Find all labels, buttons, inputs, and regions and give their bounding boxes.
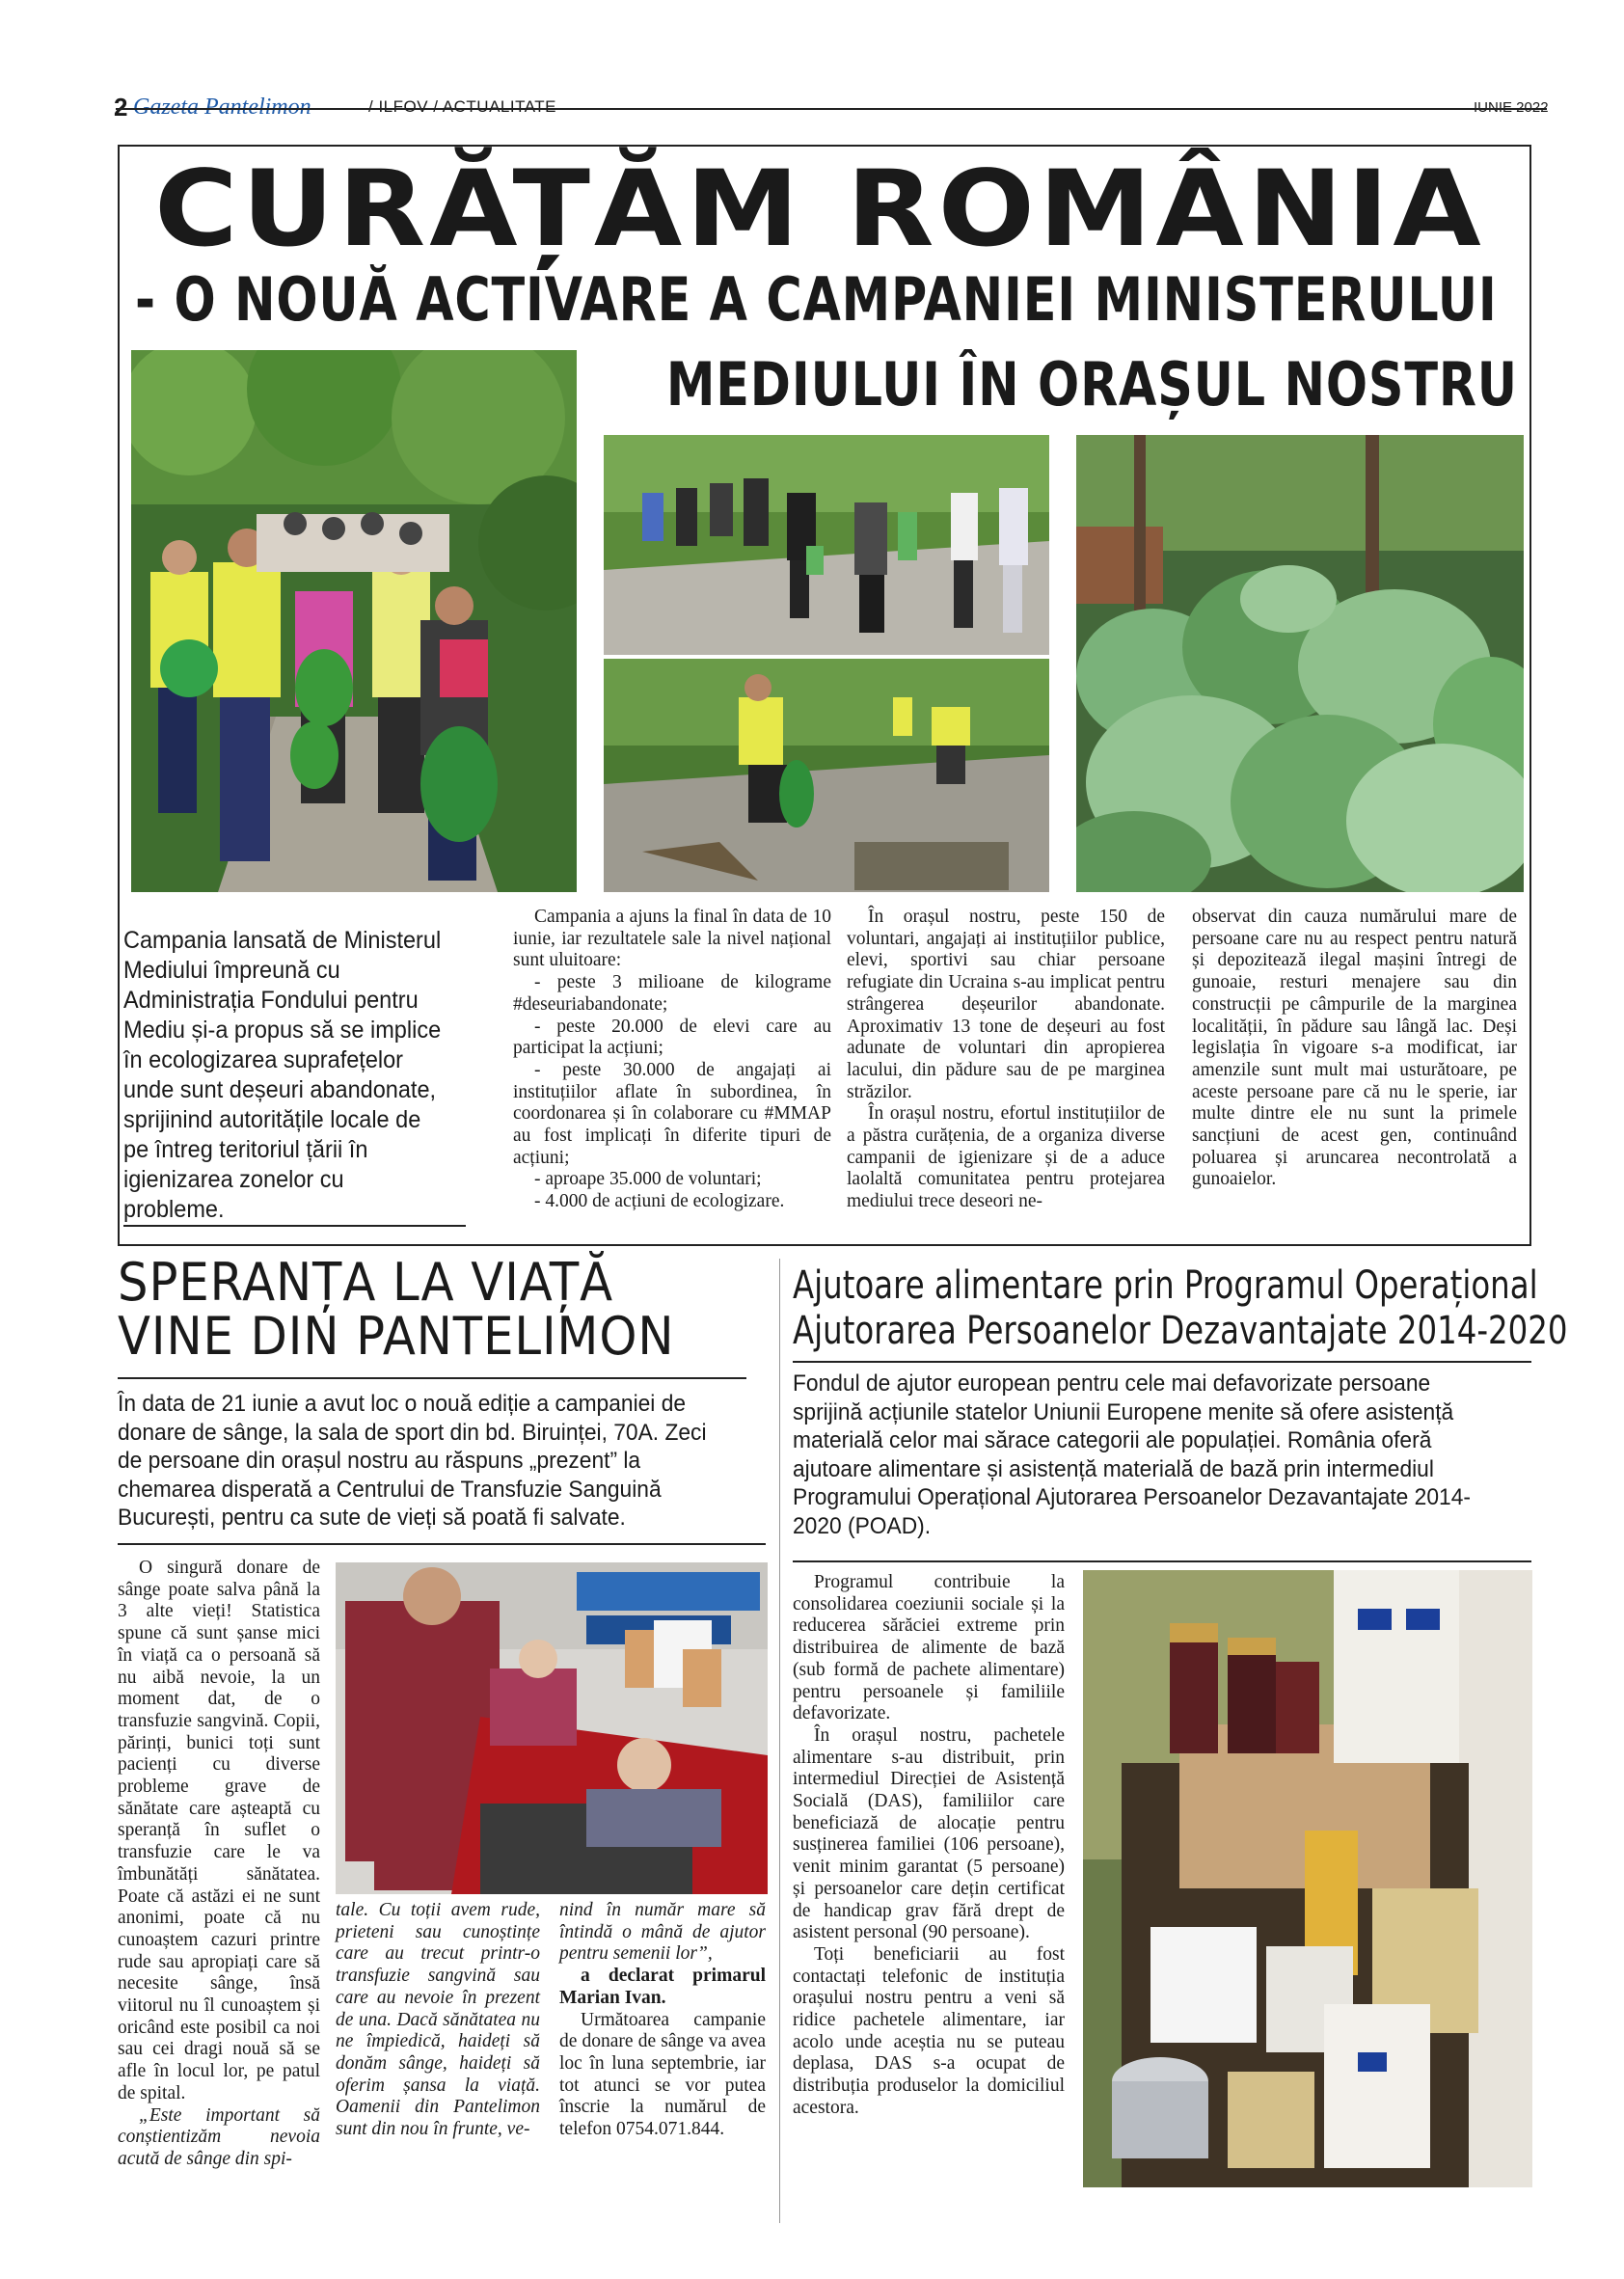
- quote-attribution: a declarat primarul Marian Ivan.: [559, 1966, 766, 2008]
- main-headline: CURĂȚĂM ROMÂNIA: [154, 147, 1485, 270]
- title-rule: [118, 1377, 746, 1379]
- food-aid-title: [793, 1263, 1568, 1354]
- top-article-column-2: [847, 907, 1165, 1213]
- photo-blood-donation: [336, 1562, 768, 1894]
- quote-paragraph: „Este important să conștientizăm nevoia acută de sânge din spi-: [118, 2104, 320, 2169]
- blood-donation-title: [118, 1252, 730, 1367]
- column-paragraph: - peste 30.000 de angajați ai instituțiilor aflate în subordinea, în coordonarea și în colaborare cu #MMAP au fost implicați în diferite tipuri de acțiuni;: [513, 1059, 831, 1168]
- blood-donation-lead: În data de 21 iunie a avut loc o nouă ediție a campaniei de donare de sânge, la sala de sport din bd. Biruinței, 70A. Zeci de persoane din orașul nostru au răspuns „prezent” la chemarea disperată a Centrului de Transfuzie Sanguină București, pentru ca sute de vieți să poată fi salvate.: [118, 1391, 707, 1531]
- photo-waste-bags-pile: [1076, 435, 1524, 892]
- quote-paragraph: tale. Cu toții avem rude, prieteni sau cunoștințe care au trecut printr-o transfuzie sangvină sau care au nevoie în prezent de una. Dacă sănătatea nu ne împiedică, haideți să donăm sânge, haideți să oferim șansa la viață. Oamenii din Pantelimon sunt din nou în frunte, ve-: [336, 1900, 540, 2140]
- top-article-lead-box: [123, 918, 469, 1236]
- column-paragraph: În orașul nostru, efortul instituțiilor de a păstra curățenia, de a organiza diverse campanii de igienizare și de a aduce laolaltă comunitatea pentru protejarea mediului trece deseori ne-: [847, 1103, 1165, 1212]
- photo-food-packages: [1083, 1570, 1532, 2187]
- title-rule: [793, 1361, 1531, 1363]
- newspaper-logo: Gazeta Pantelimon: [133, 95, 311, 120]
- blood-donation-column-3: [559, 1900, 766, 2141]
- title-line: Ajutoare alimentare prin Programul Operațional: [793, 1263, 1538, 1308]
- header-rule: [116, 108, 1547, 110]
- blood-donation-column-1: [118, 1558, 320, 2171]
- column-paragraph: - 4.000 de acțiuni de ecologizare.: [534, 1191, 785, 1212]
- lead-rule: [118, 1543, 766, 1545]
- issue-date: IUNIE 2022: [1474, 99, 1549, 116]
- photo-volunteers-forest: [131, 350, 577, 892]
- column-paragraph: Toți beneficiarii au fost contactați telefonic de instituția orașului nostru pentru a veni să ridice pachetele alimentare, iar acolo unde aceștia nu se puteau deplasa, DAS s-a ocupat de distribuția produselor la domiciliul acestora.: [793, 1943, 1065, 2118]
- column-paragraph: O singură donare de sânge poate salva până la 3 alte vieți! Statistica spune că sunt șanse mici în viață ca o persoană să nu aibă nevoie, la un moment dat, de o transfuzie sangvină. Copii, părinți, bunici toți sunt pacienți cu diverse probleme grave de sănătate care așteaptă cu speranță în suflet o transfuzie care le va îmbunătăți sănătatea. Poate că astăzi ei ne sunt anonimi, poate că nu cunoaștem cazuri printre rude sau apropiați care să necesite sânge, însă viitorul nu îl cunoaștem și oricând este posibil ca noi sau cei dragi nouă să se afle în locul lor, pe patul de spital.: [118, 1558, 320, 2103]
- photo-volunteer-collecting-waste: [604, 659, 1049, 892]
- title-line: Ajutorarea Persoanelor Dezavantajate 2014-2020: [793, 1309, 1568, 1353]
- lead-rule: [123, 1225, 466, 1227]
- main-subheadline-2: MEDIULUI ÎN ORAȘUL NOSTRU: [665, 349, 1518, 420]
- column-paragraph: - peste 3 milioane de kilograme #deseuriabandonate;: [513, 972, 831, 1015]
- column-paragraph: În orașul nostru, peste 150 de voluntari, angajați ai instituțiilor publice, elevi, sportivi sau chiar persoane refugiate din Ucraina s-au implicat pentru strângerea deșeurilor abandonate. Aproximativ 13 tone de deșeuri au fost adunate de voluntari din apropierea lacului, din pădure sau de pe marginea străzilor.: [847, 907, 1165, 1102]
- blood-donation-column-2: [336, 1900, 540, 2141]
- column-paragraph: Următoarea campanie de donare de sânge va avea loc în luna septembrie, iar tot atunci se vor putea înscrie la numărul de telefon 0754.071.844.: [559, 2009, 766, 2140]
- column-paragraph: - aproape 35.000 de voluntari;: [534, 1169, 762, 1190]
- quote-paragraph: nind în număr mare să întindă o mână de ajutor pentru semenii lor”,: [559, 1900, 766, 1965]
- column-paragraph: Programul contribuie la consolidarea coeziunii sociale și la reducerea sărăciei extreme prin distribuirea de alimente de bază (sub formă de pachete alimentare) pentru persoanele și familiile defavorizate.: [793, 1572, 1065, 1724]
- column-paragraph: observat din cauza numărului mare de persoane care nu au respect pentru natură și depozitează ilegal mașini întregi de gunoaie, resturi menajere sau din construcții pe câmpurile de la marginea localității, în pădure sau lângă lac. Deși legislația în vigoare s-a modificat, iar amenzile sunt mult mai usturătoare, pe aceste persoane pare că nu le sperie, iar multe dintre ele nu sunt la primele sancțiuni de acest gen, continuând poluarea și aruncarea necontrolată a gunoaielor.: [1192, 907, 1517, 1190]
- section-breadcrumb: / ILFOV / ACTUALITATE: [368, 97, 557, 116]
- top-article-column-3: [1192, 907, 1517, 1191]
- column-divider: [779, 1259, 780, 2223]
- food-aid-lead: Fondul de ajutor european pentru cele mai defavorizate persoane sprijină acțiunile statelor Uniunii Europene menite să ofere asistență materială celor mai sărace categorii ale populației. România oferă ajutoare alimentare și asistență materială de bază prin intermediul Programului Operațional Ajutorarea Persoanelor Dezavantajate 2014-2020 (POAD).: [793, 1370, 1471, 1539]
- column-paragraph: În orașul nostru, pachetele alimentare s-au distribuit, prin intermediul Direcției de Asistență Socială (DAS), familiilor care beneficiază de alocație pentru susținerea familiei (106 persoane), venit minim garantat (5 persoane) și persoanelor care dețin certificat de handicap grav fără drept de asistent personal (90 persoane).: [793, 1724, 1065, 1943]
- column-paragraph: - peste 20.000 de elevi care au participat la acțiuni;: [513, 1016, 831, 1059]
- lead-rule: [793, 1560, 1531, 1562]
- title-line: SPERANȚA LA VIAȚĂ: [118, 1252, 613, 1313]
- photo-group-on-path: [604, 435, 1049, 655]
- top-article-lead: Campania lansată de Ministerul Mediului împreună cu Administrația Fondului pentru Mediu și-a propus să se implice în ecologizarea suprafețelor unde sunt deșeuri abandonate, sprijinind autoritățile locale de pe întreg teritoriul țării în igienizarea zonelor cu probleme.: [123, 927, 442, 1223]
- page-number: 2: [114, 93, 128, 122]
- title-line: VINE DIN PANTELIMON: [118, 1306, 675, 1367]
- main-subheadline-1: - O NOUĂ ACTIVARE A CAMPANIEI MINISTERULUI: [135, 264, 1498, 335]
- food-aid-column: [793, 1572, 1065, 2120]
- top-article-column-1: [513, 907, 831, 1213]
- column-paragraph: Campania a ajuns la final în data de 10 iunie, iar rezultatele sale la nivel național sunt uluitoare:: [513, 907, 831, 971]
